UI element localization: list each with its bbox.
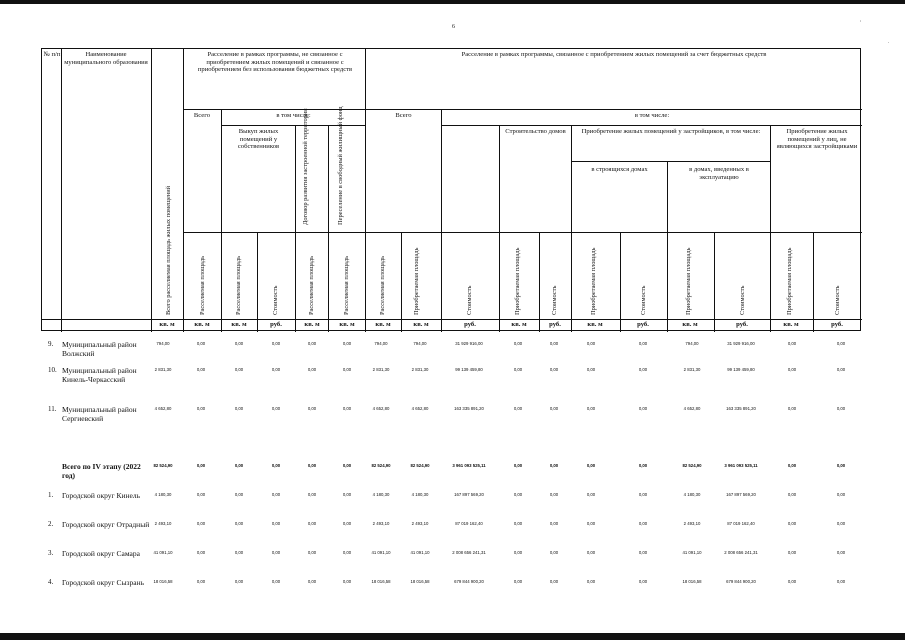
- row-value: 4 180,30: [411, 492, 429, 497]
- header-acquired-area: Приобретаемая площадь: [685, 247, 692, 315]
- row-value: 0,00: [234, 492, 244, 497]
- header-b-purchase-dev: Приобретение жилых помещений у застройщиков, в том числе:: [581, 128, 761, 135]
- header-a-including: в том числе:: [276, 112, 311, 119]
- row-value: 794,00: [156, 341, 170, 346]
- grid-line: [571, 161, 770, 162]
- row-value: 2 831,30: [154, 367, 172, 372]
- row-value: 18 016,58: [682, 579, 702, 584]
- row-value: 794,00: [374, 341, 388, 346]
- row-number: 1.: [48, 491, 54, 499]
- row-number: 10.: [48, 366, 57, 374]
- grid-line: [813, 232, 814, 332]
- row-value: 0,00: [196, 521, 206, 526]
- row-value: 0,00: [234, 550, 244, 555]
- row-municipality-name: Городской округ Самара: [62, 549, 140, 558]
- row-value: 0,00: [836, 492, 846, 497]
- row-value: 82 524,90: [371, 463, 391, 468]
- row-value: 0,00: [271, 550, 281, 555]
- scan-bottom-border: [0, 633, 905, 640]
- grid-line: [295, 125, 296, 332]
- row-value: 0,00: [787, 367, 797, 372]
- row-value: 679 844 900,20: [454, 579, 484, 584]
- header-total-area: Всего расселяемая площадь жилых помещений: [165, 185, 172, 315]
- row-value: 0,00: [271, 463, 281, 468]
- unit-label: руб.: [549, 321, 561, 328]
- header-b-commissioned: в домах, введенных в эксплуатацию: [689, 166, 749, 181]
- grid-line: [328, 125, 329, 332]
- header-acquired-area: Приобретаемая площадь: [514, 247, 521, 315]
- row-value: 0,00: [234, 463, 244, 468]
- row-value: 18 016,58: [153, 579, 173, 584]
- header-a-contract: Договор развития застроенной территории: [302, 108, 309, 225]
- row-value: 0,00: [307, 406, 317, 411]
- row-value: 31 929 916,00: [727, 341, 755, 346]
- header-resettled-area: Расселяемая площадь: [199, 255, 206, 315]
- row-value: 2 008 656 241,31: [724, 550, 758, 555]
- row-value: 82 524,90: [682, 463, 702, 468]
- row-value: 2 831,30: [372, 367, 390, 372]
- row-value: 4 180,30: [154, 492, 172, 497]
- row-value: 0,00: [586, 550, 596, 555]
- row-value: 0,00: [586, 367, 596, 372]
- row-value: 0,00: [271, 341, 281, 346]
- row-value: 4 652,80: [154, 406, 172, 411]
- row-value: 0,00: [638, 579, 648, 584]
- unit-label: руб.: [637, 321, 649, 328]
- row-value: 0,00: [271, 367, 281, 372]
- header-col-no: № п/п: [43, 51, 61, 58]
- row-number: 2.: [48, 520, 54, 528]
- grid-line: [714, 232, 715, 332]
- grid-line: [365, 49, 366, 332]
- header-group-a: Расселение в рамках программы, не связанное с приобретением жилых помещений и связанное с приобретением без использования бюджетных средств: [197, 51, 353, 73]
- unit-label: руб.: [270, 321, 282, 328]
- row-value: 0,00: [342, 463, 352, 468]
- row-value: 2 831,30: [411, 367, 429, 372]
- scan-top-border: [0, 0, 905, 4]
- row-value: 0,00: [307, 521, 317, 526]
- grid-line: [571, 125, 572, 332]
- row-value: 0,00: [787, 579, 797, 584]
- row-value: 4 180,30: [683, 492, 701, 497]
- row-value: 0,00: [196, 367, 206, 372]
- row-value: 0,00: [271, 579, 281, 584]
- row-value: 2 493,10: [683, 521, 701, 526]
- row-value: 0,00: [836, 463, 846, 468]
- row-value: 167 897 569,20: [454, 492, 484, 497]
- header-cost: Стоимость: [272, 285, 279, 315]
- row-value: 82 524,90: [410, 463, 430, 468]
- grid-line: [61, 49, 62, 332]
- row-value: 0,00: [836, 579, 846, 584]
- row-municipality-name: Муниципальный район Кинель-Черкасский: [62, 366, 137, 384]
- scan-speck: ,: [860, 18, 862, 23]
- row-value: 0,00: [549, 579, 559, 584]
- row-municipality-name: Городской округ Сызрань: [62, 578, 145, 587]
- row-value: 0,00: [549, 406, 559, 411]
- row-value: 87 019 162,40: [727, 521, 755, 526]
- row-value: 87 019 162,40: [455, 521, 483, 526]
- row-value: 0,00: [307, 463, 317, 468]
- row-value: 0,00: [513, 579, 523, 584]
- row-value: 4 652,80: [372, 406, 390, 411]
- unit-label: кв. м: [511, 321, 527, 328]
- row-value: 0,00: [586, 579, 596, 584]
- row-municipality-name: Городской округ Кинель: [62, 491, 141, 500]
- row-value: 99 139 459,80: [727, 367, 755, 372]
- row-value: 2 493,10: [411, 521, 429, 526]
- grid-line: [441, 109, 442, 332]
- page-number: 6: [452, 24, 455, 30]
- table-header: [41, 48, 861, 331]
- row-value: 0,00: [586, 521, 596, 526]
- row-municipality-name: Муниципальный район Сергиевский: [62, 405, 137, 423]
- row-value: 0,00: [342, 550, 352, 555]
- row-value: 0,00: [836, 550, 846, 555]
- row-value: 41 091,10: [410, 550, 430, 555]
- row-value: 4 652,80: [411, 406, 429, 411]
- row-value: 0,00: [638, 492, 648, 497]
- header-acquired-area: Приобретаемая площадь: [413, 247, 420, 315]
- row-value: 0,00: [342, 579, 352, 584]
- row-value: 0,00: [513, 341, 523, 346]
- row-value: 18 016,58: [371, 579, 391, 584]
- row-value: 0,00: [549, 341, 559, 346]
- row-value: 0,00: [586, 492, 596, 497]
- grid-line: [151, 49, 152, 332]
- grid-line: [499, 125, 500, 332]
- row-value: 82 524,90: [153, 463, 173, 468]
- row-value: 0,00: [836, 521, 846, 526]
- row-value: 2 493,10: [154, 521, 172, 526]
- row-value: 0,00: [549, 492, 559, 497]
- header-a-total: Всего: [193, 112, 211, 119]
- header-resettled-area: Расселяемая площадь: [379, 255, 386, 315]
- row-value: 0,00: [513, 367, 523, 372]
- grid-line: [401, 232, 402, 332]
- row-value: 0,00: [513, 521, 523, 526]
- unit-label: кв. м: [587, 321, 603, 328]
- row-value: 2 831,30: [683, 367, 701, 372]
- unit-label: кв. м: [231, 321, 247, 328]
- row-value: 0,00: [836, 406, 846, 411]
- grid-line: [257, 232, 258, 332]
- header-cost: Стоимость: [551, 285, 558, 315]
- row-value: 0,00: [342, 367, 352, 372]
- row-value: 0,00: [234, 579, 244, 584]
- row-value: 0,00: [342, 492, 352, 497]
- header-acquired-area: Приобретаемая площадь: [786, 247, 793, 315]
- row-value: 99 139 459,80: [455, 367, 483, 372]
- row-value: 0,00: [787, 463, 797, 468]
- grid-line: [620, 232, 621, 332]
- grid-line: [183, 49, 184, 332]
- row-value: 41 091,10: [682, 550, 702, 555]
- row-value: 163 335 891,20: [454, 406, 484, 411]
- row-municipality-name: Всего по IV этапу (2022 год): [62, 462, 141, 480]
- row-value: 0,00: [549, 521, 559, 526]
- row-value: 0,00: [836, 367, 846, 372]
- row-value: 0,00: [342, 521, 352, 526]
- unit-label: кв. м: [783, 321, 799, 328]
- header-group-b: Расселение в рамках программы, связанное с приобретением жилых помещений за счет бюджетных средств: [461, 51, 767, 58]
- row-value: 41 091,10: [371, 550, 391, 555]
- row-value: 0,00: [513, 492, 523, 497]
- grid-line: [183, 232, 862, 233]
- row-value: 0,00: [638, 341, 648, 346]
- row-value: 0,00: [342, 406, 352, 411]
- row-value: 167 897 569,20: [726, 492, 756, 497]
- row-value: 0,00: [271, 492, 281, 497]
- row-value: 0,00: [549, 550, 559, 555]
- row-value: 4 180,30: [372, 492, 390, 497]
- row-value: 0,00: [549, 367, 559, 372]
- row-number: 4.: [48, 578, 54, 586]
- row-value: 0,00: [307, 341, 317, 346]
- row-value: 794,00: [685, 341, 699, 346]
- row-value: 0,00: [638, 521, 648, 526]
- unit-label: кв. м: [413, 321, 429, 328]
- row-value: 4 652,80: [683, 406, 701, 411]
- header-b-total: Всего: [395, 112, 412, 119]
- unit-label: кв. м: [682, 321, 698, 328]
- row-value: 2 493,10: [372, 521, 390, 526]
- row-value: 0,00: [196, 463, 206, 468]
- row-value: 0,00: [196, 341, 206, 346]
- row-value: 3 961 093 525,11: [724, 463, 758, 468]
- header-b-including: в том числе:: [634, 112, 670, 119]
- grid-line: [221, 109, 222, 332]
- unit-label: кв. м: [194, 321, 210, 328]
- row-number: 11.: [48, 405, 57, 413]
- header-cost: Стоимость: [466, 285, 473, 315]
- row-value: 0,00: [513, 406, 523, 411]
- row-value: 0,00: [196, 406, 206, 411]
- row-value: 0,00: [787, 550, 797, 555]
- row-number: 9.: [48, 340, 54, 348]
- row-value: 0,00: [307, 579, 317, 584]
- row-value: 18 016,58: [410, 579, 430, 584]
- row-value: 0,00: [638, 367, 648, 372]
- header-cost: Стоимость: [739, 285, 746, 315]
- header-cost: Стоимость: [640, 285, 647, 315]
- row-number: 3.: [48, 549, 54, 557]
- row-value: 0,00: [638, 406, 648, 411]
- row-value: 0,00: [787, 521, 797, 526]
- row-value: 0,00: [513, 550, 523, 555]
- grid-line: [183, 109, 862, 110]
- row-value: 0,00: [787, 492, 797, 497]
- row-value: 0,00: [586, 406, 596, 411]
- row-value: 2 008 656 241,31: [452, 550, 486, 555]
- row-value: 41 091,10: [153, 550, 173, 555]
- row-value: 163 335 891,20: [726, 406, 756, 411]
- row-value: 0,00: [787, 406, 797, 411]
- header-b-build: Строительство домов: [505, 128, 566, 135]
- header-a-buyout: Выкуп жилых помещений у собственников: [237, 128, 280, 150]
- row-value: 0,00: [271, 521, 281, 526]
- row-value: 0,00: [586, 463, 596, 468]
- header-resettled-area: Расселяемая площадь: [308, 255, 315, 315]
- row-value: 0,00: [196, 550, 206, 555]
- header-a-resettle: Переселение в свободный жилищный фонд: [337, 106, 344, 225]
- row-value: 0,00: [234, 367, 244, 372]
- row-value: 0,00: [234, 341, 244, 346]
- header-col-name: Наименование муниципального образования: [64, 51, 148, 66]
- grid-line: [441, 125, 862, 126]
- row-value: 0,00: [307, 492, 317, 497]
- header-resettled-area: Расселяемая площадь: [235, 255, 242, 315]
- grid-line: [539, 232, 540, 332]
- row-value: 0,00: [196, 492, 206, 497]
- row-value: 31 929 916,00: [455, 341, 483, 346]
- unit-label: кв. м: [304, 321, 320, 328]
- row-value: 0,00: [234, 406, 244, 411]
- row-value: 0,00: [549, 463, 559, 468]
- unit-label: кв. м: [159, 321, 175, 328]
- row-value: 0,00: [836, 341, 846, 346]
- row-value: 0,00: [234, 521, 244, 526]
- row-value: 0,00: [787, 341, 797, 346]
- header-b-under-construction: в строящихся домах: [591, 166, 648, 173]
- header-b-purchase-nondev: Приобретение жилых помещений у лиц, не являющихся застройщиками: [776, 128, 858, 150]
- grid-line: [42, 319, 862, 320]
- row-value: 679 844 900,20: [726, 579, 756, 584]
- row-value: 0,00: [342, 341, 352, 346]
- row-value: 0,00: [638, 463, 648, 468]
- row-municipality-name: Муниципальный район Волжский: [62, 340, 137, 358]
- header-resettled-area: Расселяемая площадь: [343, 255, 350, 315]
- row-value: 0,00: [196, 579, 206, 584]
- unit-label: кв. м: [339, 321, 355, 328]
- scan-speck: .: [888, 40, 890, 45]
- header-acquired-area: Приобретаемая площадь: [590, 247, 597, 315]
- grid-line: [770, 125, 771, 332]
- row-value: 0,00: [271, 406, 281, 411]
- row-value: 0,00: [586, 341, 596, 346]
- row-value: 0,00: [513, 463, 523, 468]
- row-value: 3 961 093 525,11: [452, 463, 486, 468]
- row-value: 0,00: [307, 367, 317, 372]
- grid-line: [667, 161, 668, 332]
- row-municipality-name: Городской округ Отрадный: [62, 520, 150, 529]
- row-value: 0,00: [307, 550, 317, 555]
- unit-label: руб.: [831, 321, 843, 328]
- row-value: 794,00: [413, 341, 427, 346]
- unit-label: руб.: [464, 321, 476, 328]
- row-value: 0,00: [638, 550, 648, 555]
- unit-label: руб.: [736, 321, 748, 328]
- unit-label: кв. м: [375, 321, 391, 328]
- header-cost: Стоимость: [834, 285, 841, 315]
